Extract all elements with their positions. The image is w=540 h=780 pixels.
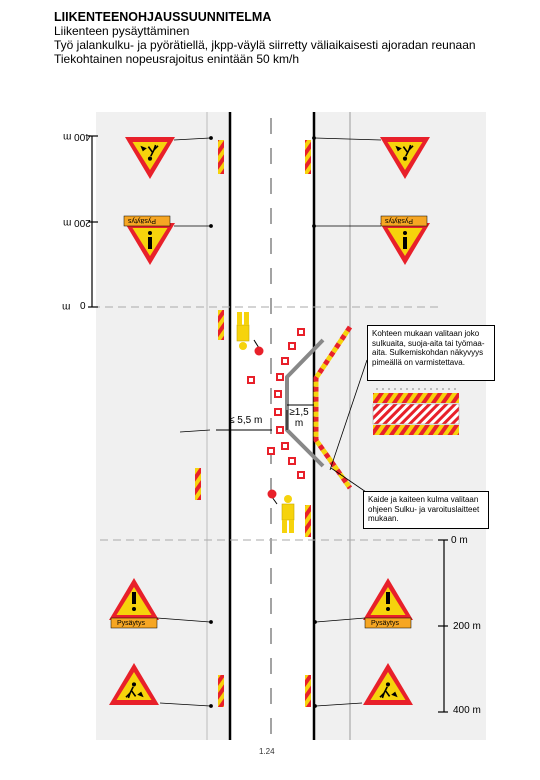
marker-post-icon: [305, 140, 311, 174]
scale-label-0-right: 0 m: [451, 535, 468, 546]
lane-width-label: ≤ 5,5 m: [229, 415, 263, 426]
barrier-note: Kohteen mukaan valitaan joko sulkuaita, suoja-aita tai työmaa-aita. Sulkemiskohdan näkyvyys pimeällä on varmistettava.: [367, 325, 495, 381]
page-number: 1.24: [259, 747, 275, 756]
sign-plate-text: Pysäytys: [371, 620, 400, 627]
corner-note: Kaide ja kaiteen kulma valitaan ohjeen Sulku- ja varoituslaitteet mukaan.: [363, 491, 489, 529]
subtitle-line-3: Tiekohtainen nopeusrajoitus enintään 50 km/h: [54, 52, 300, 66]
sign-plate-text: Pysäytys: [385, 217, 414, 224]
marker-post-icon: [305, 675, 311, 707]
gap-width-label: ≥1,5 m: [289, 407, 309, 429]
scale-label-400-right: 400 m: [453, 705, 481, 716]
marker-post-icon: [305, 505, 311, 537]
scale-label-200-right: 200 m: [453, 621, 481, 632]
scale-unit-left: m: [62, 301, 71, 312]
sign-plate-text: Pysäytys: [117, 620, 146, 627]
marker-post-icon: [195, 468, 201, 500]
sign-plate-text: Pysäytys: [128, 217, 157, 224]
subtitle-line-2: Työ jalankulku- ja pyörätiellä, jkpp-väylä siirretty väliaikaisesti ajoradan reunaan: [54, 38, 476, 52]
barrier-example-icon: [373, 389, 459, 435]
scale-label-0-left: 0: [80, 301, 86, 312]
scale-label-400-left: 400 m: [63, 131, 91, 142]
marker-post-icon: [218, 675, 224, 707]
document-title: LIIKENTEENOHJAUSSUUNNITELMA: [54, 10, 272, 24]
subtitle-line-1: Liikenteen pysäyttäminen: [54, 24, 190, 38]
scale-label-200-left: 200 m: [63, 217, 91, 228]
marker-post-icon: [218, 310, 224, 340]
marker-post-icon: [218, 140, 224, 174]
